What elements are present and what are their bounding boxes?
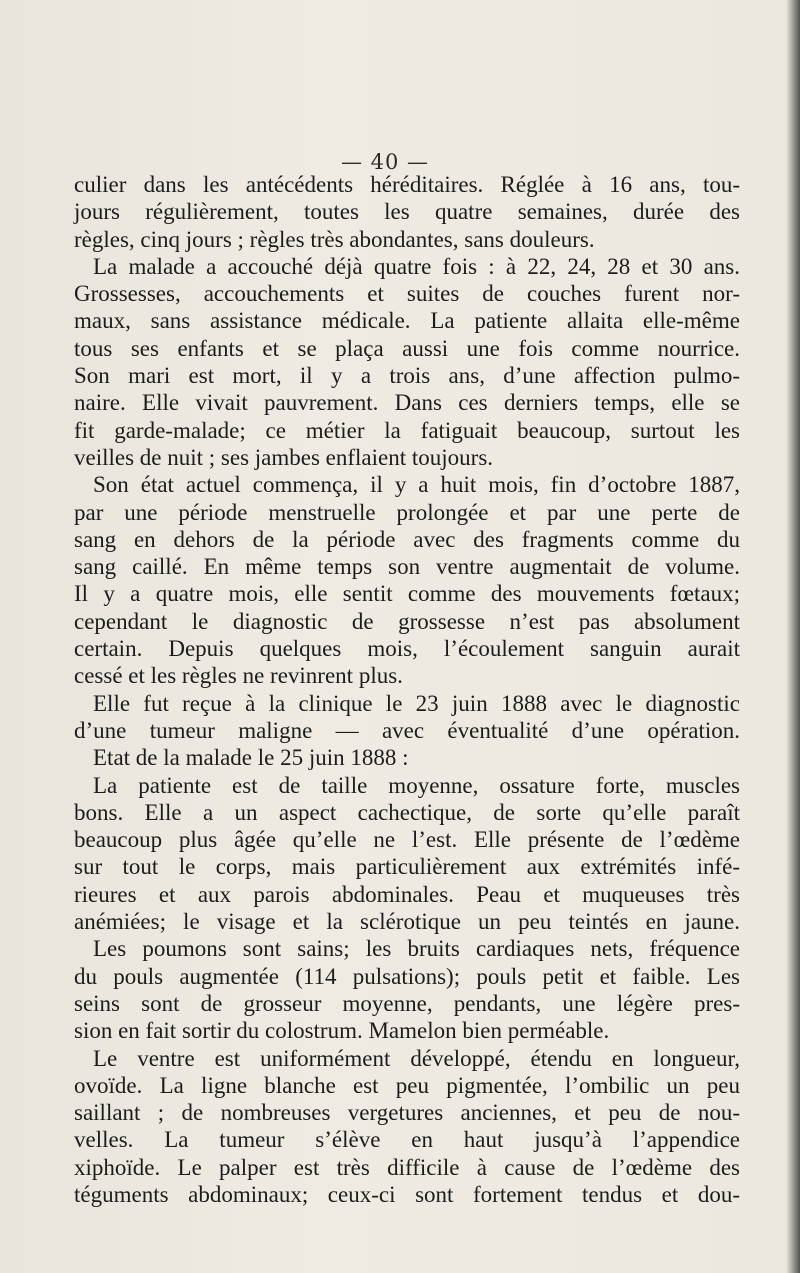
- page-edge-shadow: [786, 0, 800, 1273]
- text-line: Le ventre est uniformément développé, étendu en longueur,: [93, 1045, 740, 1071]
- text-line: culier dans les antécédents héréditaires. Réglée à 16 ans, tou-: [74, 172, 740, 197]
- text-line: Son mari est mort, il y a trois ans, d’une affection pulmo-: [74, 363, 740, 389]
- text-line: cependant le diagnostic de grossesse n’est pas absolument: [74, 608, 740, 634]
- text-line: seins sont de grosseur moyenne, pendants, une légère pres-: [74, 990, 740, 1016]
- text-line: fit garde-malade; ce métier la fatiguait beaucoup, surtout les: [74, 417, 740, 443]
- text-line: La malade a accouché déjà quatre fois : à 22, 24, 28 et 30 ans.: [93, 253, 740, 279]
- text-line: du pouls augmentée (114 pulsations); pouls petit et faible. Les: [74, 963, 740, 989]
- page-number: — 40 —: [340, 150, 430, 174]
- body-text: [74, 171, 740, 1208]
- text-line: xiphoïde. Le palper est très difficile à cause de l’œdème des: [74, 1154, 740, 1180]
- text-line: maux, sans assistance médicale. La patiente allaita elle-même: [74, 308, 740, 334]
- text-line: Il y a quatre mois, elle sentit comme des mouvements fœtaux;: [74, 581, 740, 607]
- text-line: d’une tumeur maligne — avec éventualité d’une opération.: [74, 717, 740, 743]
- text-line: par une période menstruelle prolongée et par une perte de: [74, 499, 740, 525]
- text-line: jours régulièrement, toutes les quatre semaines, durée des: [74, 199, 740, 225]
- text-line: certain. Depuis quelques mois, l’écoulement sanguin aurait: [74, 636, 740, 662]
- text-line: règles, cinq jours ; règles très abondantes, sans douleurs.: [74, 226, 595, 252]
- text-line: sur tout le corps, mais particulièrement aux extrémités infé-: [74, 854, 740, 880]
- text-line: tous ses enfants et se plaça aussi une fois comme nourrice.: [74, 335, 740, 361]
- text-line: saillant ; de nombreuses vergetures anciennes, et peu de nou-: [74, 1100, 740, 1126]
- text-line: téguments abdominaux; ceux-ci sont fortement tendus et dou-: [74, 1181, 740, 1207]
- text-line: La patiente est de taille moyenne, ossature forte, muscles: [93, 772, 740, 798]
- text-line: Son état actuel commença, il y a huit mois, fin d’octobre 1887,: [93, 472, 740, 498]
- text-line: sang caillé. En même temps son ventre augmentait de volume.: [74, 554, 740, 580]
- text-line: bons. Elle a un aspect cachectique, de sorte qu’elle paraît: [74, 799, 740, 825]
- text-line: cessé et les règles ne revinrent plus.: [74, 663, 403, 689]
- text-line: anémiées; le visage et la sclérotique un peu teintés en jaune.: [74, 909, 740, 935]
- text-line: ovoïde. La ligne blanche est peu pigmentée, l’ombilic un peu: [74, 1072, 740, 1098]
- text-line: Les poumons sont sains; les bruits cardiaques nets, fréquence: [93, 936, 740, 962]
- text-line: naire. Elle vivait pauvrement. Dans ces derniers temps, elle se: [74, 390, 740, 416]
- text-line: veilles de nuit ; ses jambes enflaient toujours.: [74, 444, 494, 470]
- text-line: Grossesses, accouchements et suites de couches furent nor-: [74, 281, 740, 307]
- text-line: sang en dehors de la période avec des fragments comme du: [74, 526, 740, 552]
- text-line: rieures et aux parois abdominales. Peau et muqueuses très: [74, 881, 740, 907]
- text-line: Elle fut reçue à la clinique le 23 juin 1888 avec le diagnostic: [93, 690, 740, 716]
- text-line: beaucoup plus âgée qu’elle ne l’est. Elle présente de l’œdème: [74, 827, 740, 853]
- text-line: velles. La tumeur s’élève en haut jusqu’à l’appendice: [74, 1127, 740, 1153]
- text-line: sion en fait sortir du colostrum. Mamelon bien perméable.: [74, 1018, 610, 1044]
- text-line: Etat de la malade le 25 juin 1888 :: [93, 745, 409, 771]
